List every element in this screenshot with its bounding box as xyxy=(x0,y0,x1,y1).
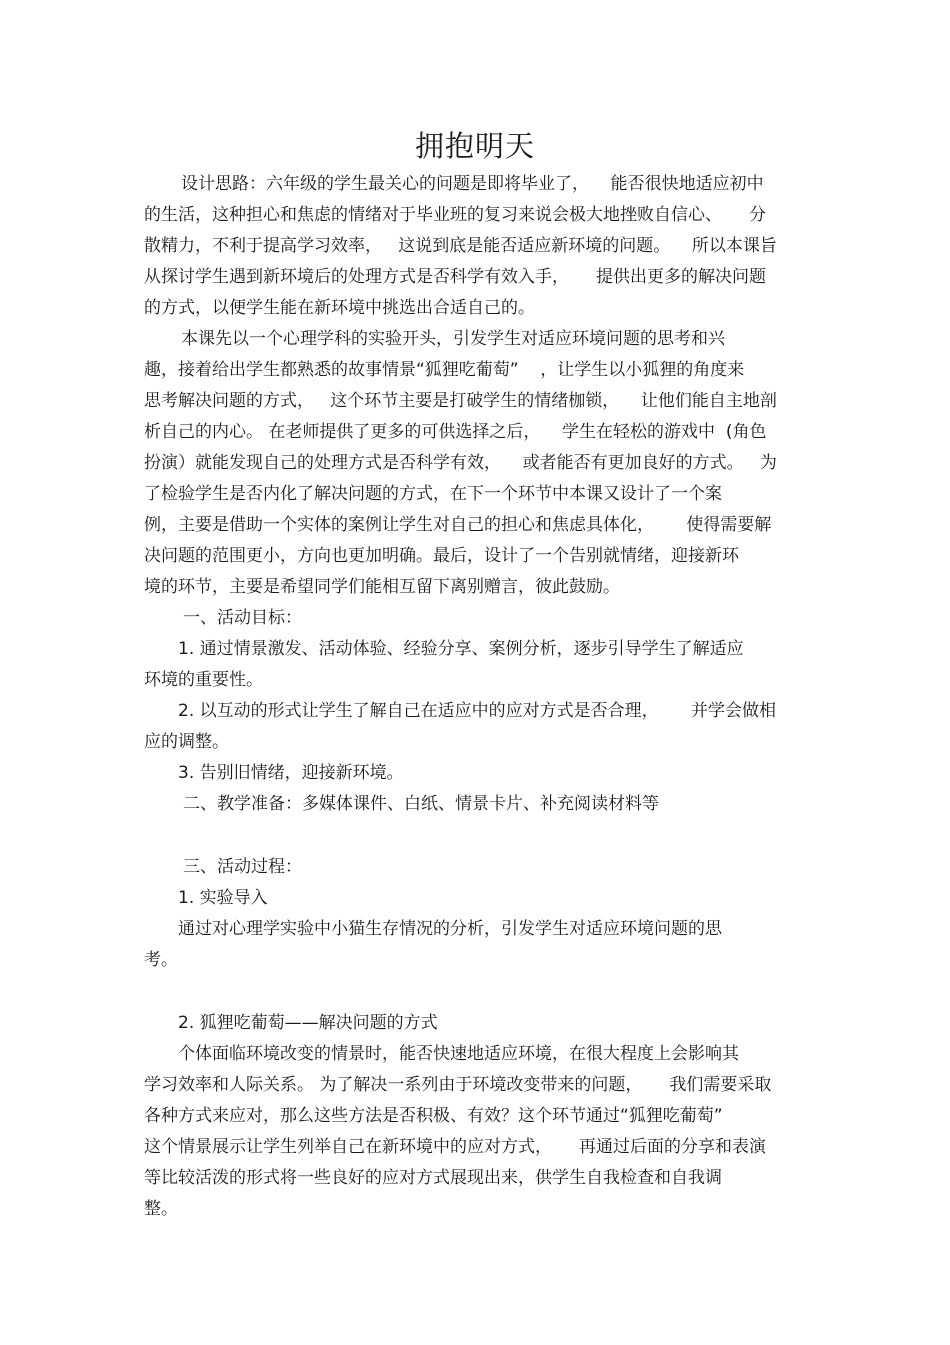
text-line: 趣，接着给出学生都熟悉的故事情景“狐狸吃葡萄” ，让学生以小狐狸的角度来 xyxy=(144,360,745,380)
text-line: 个体面临环境改变的情景时，能否快速地适应环境，在很大程度上会影响其 xyxy=(178,1044,739,1064)
section-heading: 二、教学准备：多媒体课件、白纸、情景卡片、补充阅读材料等 xyxy=(183,794,659,814)
text-line: 的方式，以便学生能在新环境中挑选出合适自己的。 xyxy=(144,298,535,318)
text-line: 各种方式来应对，那么这些方法是否积极、有效？这个环节通过“狐狸吃葡萄” xyxy=(144,1106,723,1126)
text-line: 应的调整。 xyxy=(144,732,229,752)
text-line: 境的环节，主要是希望同学们能相互留下离别赠言，彼此鼓励。 xyxy=(144,577,620,597)
text-line: 从探讨学生遇到新环境后的处理方式是否科学有效入手， 提供出更多的解决问题 xyxy=(144,267,767,287)
text-line: 例，主要是借助一个实体的案例让学生对自己的担心和焦虑具体化， 使得需要解 xyxy=(144,515,772,535)
text-line: 学习效率和人际关系。 为了解决一系列由于环境改变带来的问题， 我们需要采取 xyxy=(144,1075,772,1095)
text-line: 1. 通过情景激发、活动体验、经验分享、案例分析，逐步引导学生了解适应 xyxy=(178,639,744,659)
text-line: 这个情景展示让学生列举自己在新环境中的应对方式， 再通过后面的分享和表演 xyxy=(144,1137,767,1157)
text-line: 扮演）就能发现自己的处理方式是否科学有效， 或者能否有更加良好的方式。 为 xyxy=(144,453,777,473)
text-line: 2. 以互动的形式让学生了解自己在适应中的应对方式是否合理， 并学会做相 xyxy=(178,701,777,721)
text-line: 的生活，这种担心和焦虑的情绪对于毕业班的复习来说会极大地挫败自信心、 分 xyxy=(144,205,767,225)
text-line: 本课先以一个心理学科的实验开头，引发学生对适应环境问题的思考和兴 xyxy=(181,329,725,349)
document-title: 拥抱明天 xyxy=(414,129,535,163)
text-line: 析自己的内心。 在老师提供了更多的可供选择之后， 学生在轻松的游戏中 (角色 xyxy=(144,422,767,442)
section-heading: 三、活动过程： xyxy=(183,857,302,877)
text-line: 设计思路：六年级的学生最关心的问题是即将毕业了， 能否很快地适应初中 xyxy=(181,174,764,194)
text-line: 考。 xyxy=(144,950,178,970)
text-line: 整。 xyxy=(144,1199,178,1219)
text-line: 决问题的范围更小，方向也更加明确。最后，设计了一个告别就情绪，迎接新环 xyxy=(144,546,739,566)
section-heading: 一、活动目标： xyxy=(183,608,302,628)
text-line: 环境的重要性。 xyxy=(144,670,263,690)
text-line: 3. 告别旧情绪，迎接新环境。 xyxy=(178,763,404,783)
text-line: 等比较活泼的形式将一些良好的应对方式展现出来，供学生自我检查和自我调 xyxy=(144,1168,722,1188)
subsection-heading: 1. 实验导入 xyxy=(178,888,268,908)
text-line: 通过对心理学实验中小猫生存情况的分析，引发学生对适应环境问题的思 xyxy=(178,919,722,939)
text-line: 散精力，不利于提高学习效率， 这说到底是能否适应新环境的问题。 所以本课旨 xyxy=(144,236,777,256)
text-line: 了检验学生是否内化了解决问题的方式，在下一个环节中本课又设计了一个案 xyxy=(144,484,722,504)
text-line: 思考解决问题的方式， 这个环节主要是打破学生的情绪枷锁， 让他们能自主地剖 xyxy=(144,391,777,411)
subsection-heading: 2. 狐狸吃葡萄——解决问题的方式 xyxy=(178,1013,438,1033)
